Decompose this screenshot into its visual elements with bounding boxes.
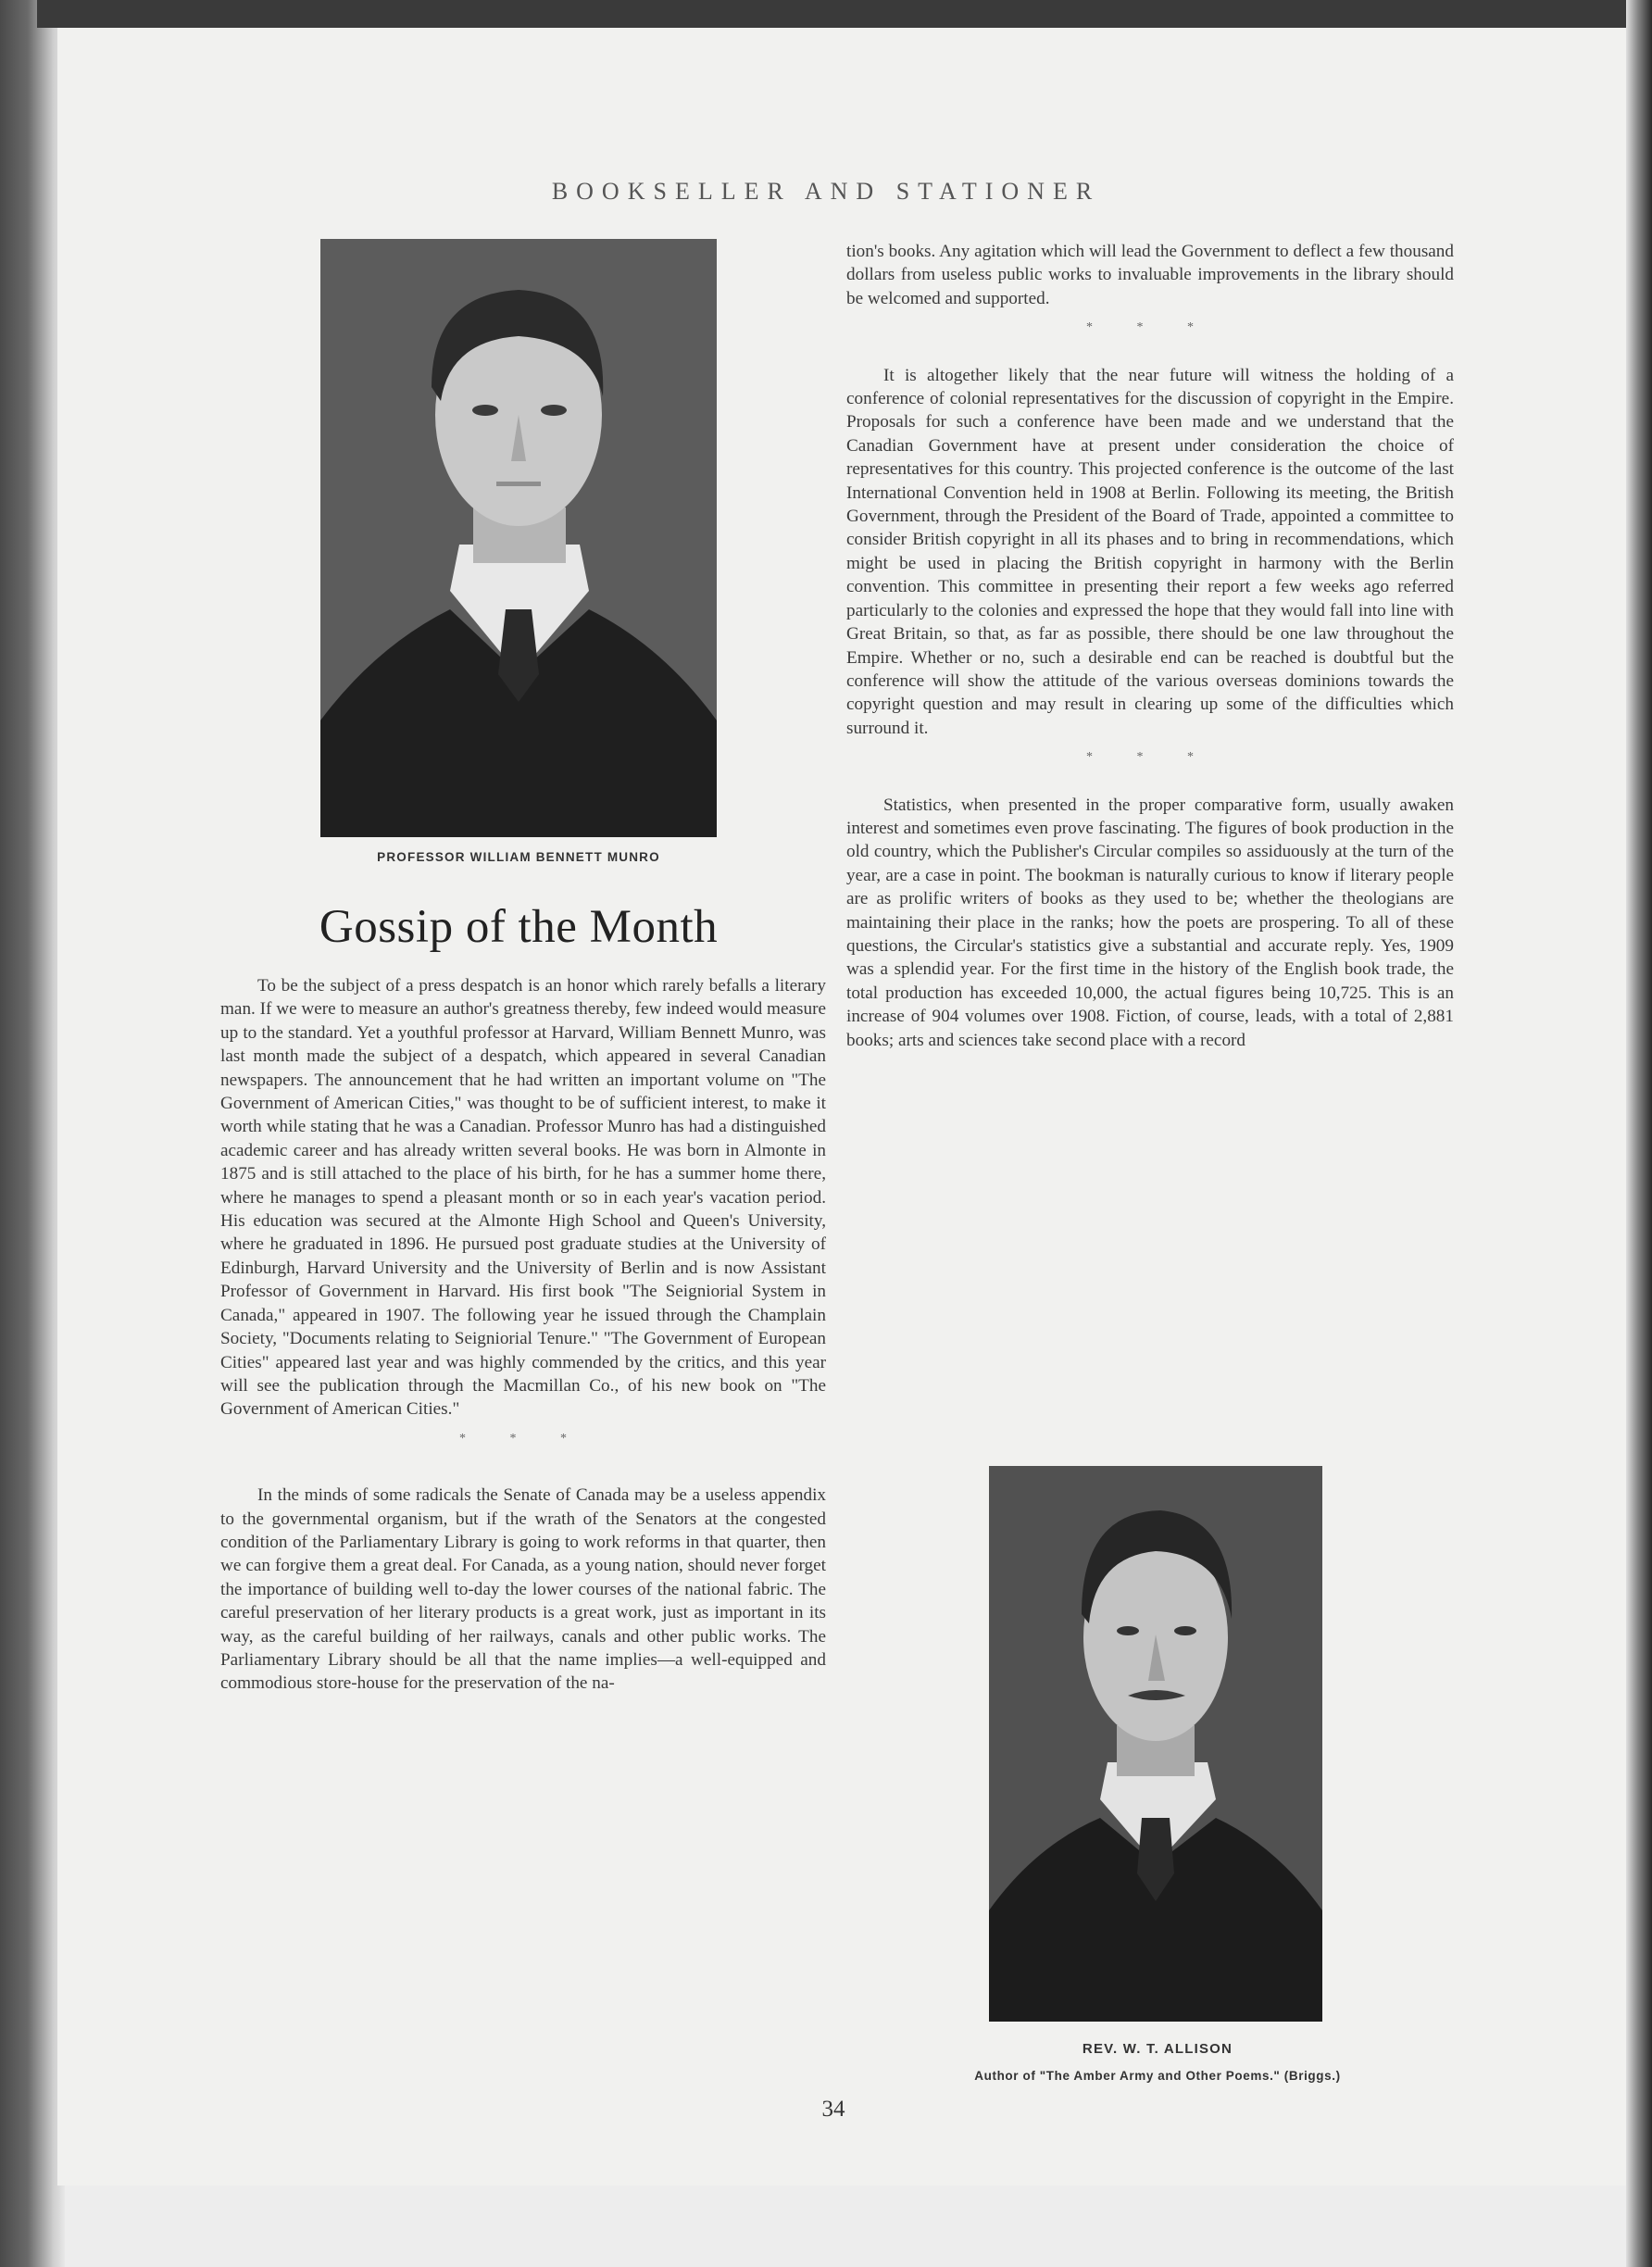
page-edge-left	[0, 0, 65, 2267]
section-separator: * * *	[1086, 320, 1214, 335]
portrait-illustration	[989, 1466, 1322, 2022]
photo-caption-allison-name: REV. W. T. ALLISON	[1082, 2041, 1233, 2057]
section-separator: * * *	[1086, 750, 1214, 765]
section-separator: * * *	[459, 1431, 587, 1446]
article-heading: Gossip of the Month	[319, 901, 719, 953]
paragraph-copyright: It is altogether likely that the near future will witness the holding of a conference of colonial representatives for the discussion of copyright in the Empire. Proposals for such a conference have been made and we understand that the Canadian Government have at present under consideration the choice of representatives for this country. This projected conference is the outcome of the last International Convention held in 1908 at Berlin. Following its meeting, the British Government, through the President of the Board of Trade, appointed a committee to consider British copyright in all its phases and to bring in recommendations, which might be used in placing the British copyright in harmony with the Berlin convention. This committee in presenting their report a few weeks ago referred particularly to the colonies and expressed the hope that they would fall into line with Great Britain, so that, as far as possible, there should be one law throughout the Empire. Whether or no, such a desirable end can be reached is doubtful but the conference will show the attitude of the various overseas dominions towards the copyright question and may result in clearing up some of the difficulties which surround it.	[846, 365, 1454, 738]
right-column	[846, 240, 1454, 1052]
left-column	[220, 974, 826, 1696]
portrait-illustration	[320, 239, 717, 837]
page-edge-right	[1626, 0, 1652, 2267]
paragraph-statistics: Statistics, when presented in the proper comparative form, usually awaken interest and sometimes even prove fascinating. The figures of book production in the old country, which the Publisher's Circular compiles so assiduously at the turn of the year, are a case in point. The bookman is naturally curious to know if literary people are as prolific writers of books as they used to be; whether the theologians are maintaining their place in the ranks; how the poets are prospering. To all of these questions, the Circular's statistics give a substantial and accurate reply. Yes, 1909 was a splendid year. For the first time in the history of the English book trade, the total production has exceeded 10,000, the actual figures being 10,725. This is an increase of 904 volumes over 1908. Fiction, of course, leads, with a total of 2,881 books; arts and sciences take second place with a record	[846, 795, 1454, 1050]
photo-caption-munro: PROFESSOR WILLIAM BENNETT MUNRO	[377, 850, 660, 864]
photo-caption-allison-note: Author of "The Amber Army and Other Poems." (Briggs.)	[974, 2069, 1341, 2083]
page-edge-top	[37, 0, 1652, 28]
paragraph-library: tion's books. Any agitation which will lead the Government to deflect a few thousand dollars from useless public works to invaluable improvements in the library should be welcomed and supported.	[846, 242, 1454, 308]
running-head: BOOKSELLER AND STATIONER	[551, 178, 1101, 205]
portrait-photo-munro	[320, 239, 717, 837]
page-number: 34	[821, 2097, 845, 2122]
paragraph-senate: In the minds of some radicals the Senate of Canada may be a useless appendix to the governmental organism, but if the wrath of the Senators at the congested condition of the Parliamentary Library is going to work reforms in that quarter, then we can forgive them a great deal. For Canada, as a young nation, should never forget the importance of building well to-day the lower courses of the national fabric. The careful preservation of her literary products is a great work, just as important in its way, as the careful building of her railways, canals and other public works. The Parliamentary Library should be all that the name implies—a well-equipped and commodious store-house for the preservation of the na-	[220, 1485, 826, 1694]
portrait-photo-allison	[989, 1466, 1322, 2022]
paragraph-munro: To be the subject of a press despatch is an honor which rarely befalls a literary man. If we were to measure an author's greatness thereby, few indeed would measure up to the standard. Yet a youthful professor at Harvard, William Bennett Munro, was last month made the subject of a despatch, which appeared in several Canadian newspapers. The announcement that he had written an important volume on "The Government of American Cities," was thought to be of sufficient interest, to make it worth while stating that he was a Canadian. Professor Munro has had a distinguished academic career and has already written several books. He was born in Almonte in 1875 and is still attached to the place of his birth, for he has a summer home there, where he manages to spend a pleasant month or so in each year's vacation period. His education was secured at the Almonte High School and Queen's University, where he graduated in 1896. He pursued post graduate studies at the University of Edinburgh, Harvard University and the University of Berlin and is now Assistant Professor of Government in Harvard. His first book "The Seigniorial System in Canada," appeared in 1907. The following year he issued through the Champlain Society, "Documents relating to Seigniorial Tenure." "The Government of European Cities" appeared last year and was highly commended by the critics, and this year will see the publication through the Macmillan Co., of his new book on "The Government of American Cities."	[220, 976, 826, 1420]
